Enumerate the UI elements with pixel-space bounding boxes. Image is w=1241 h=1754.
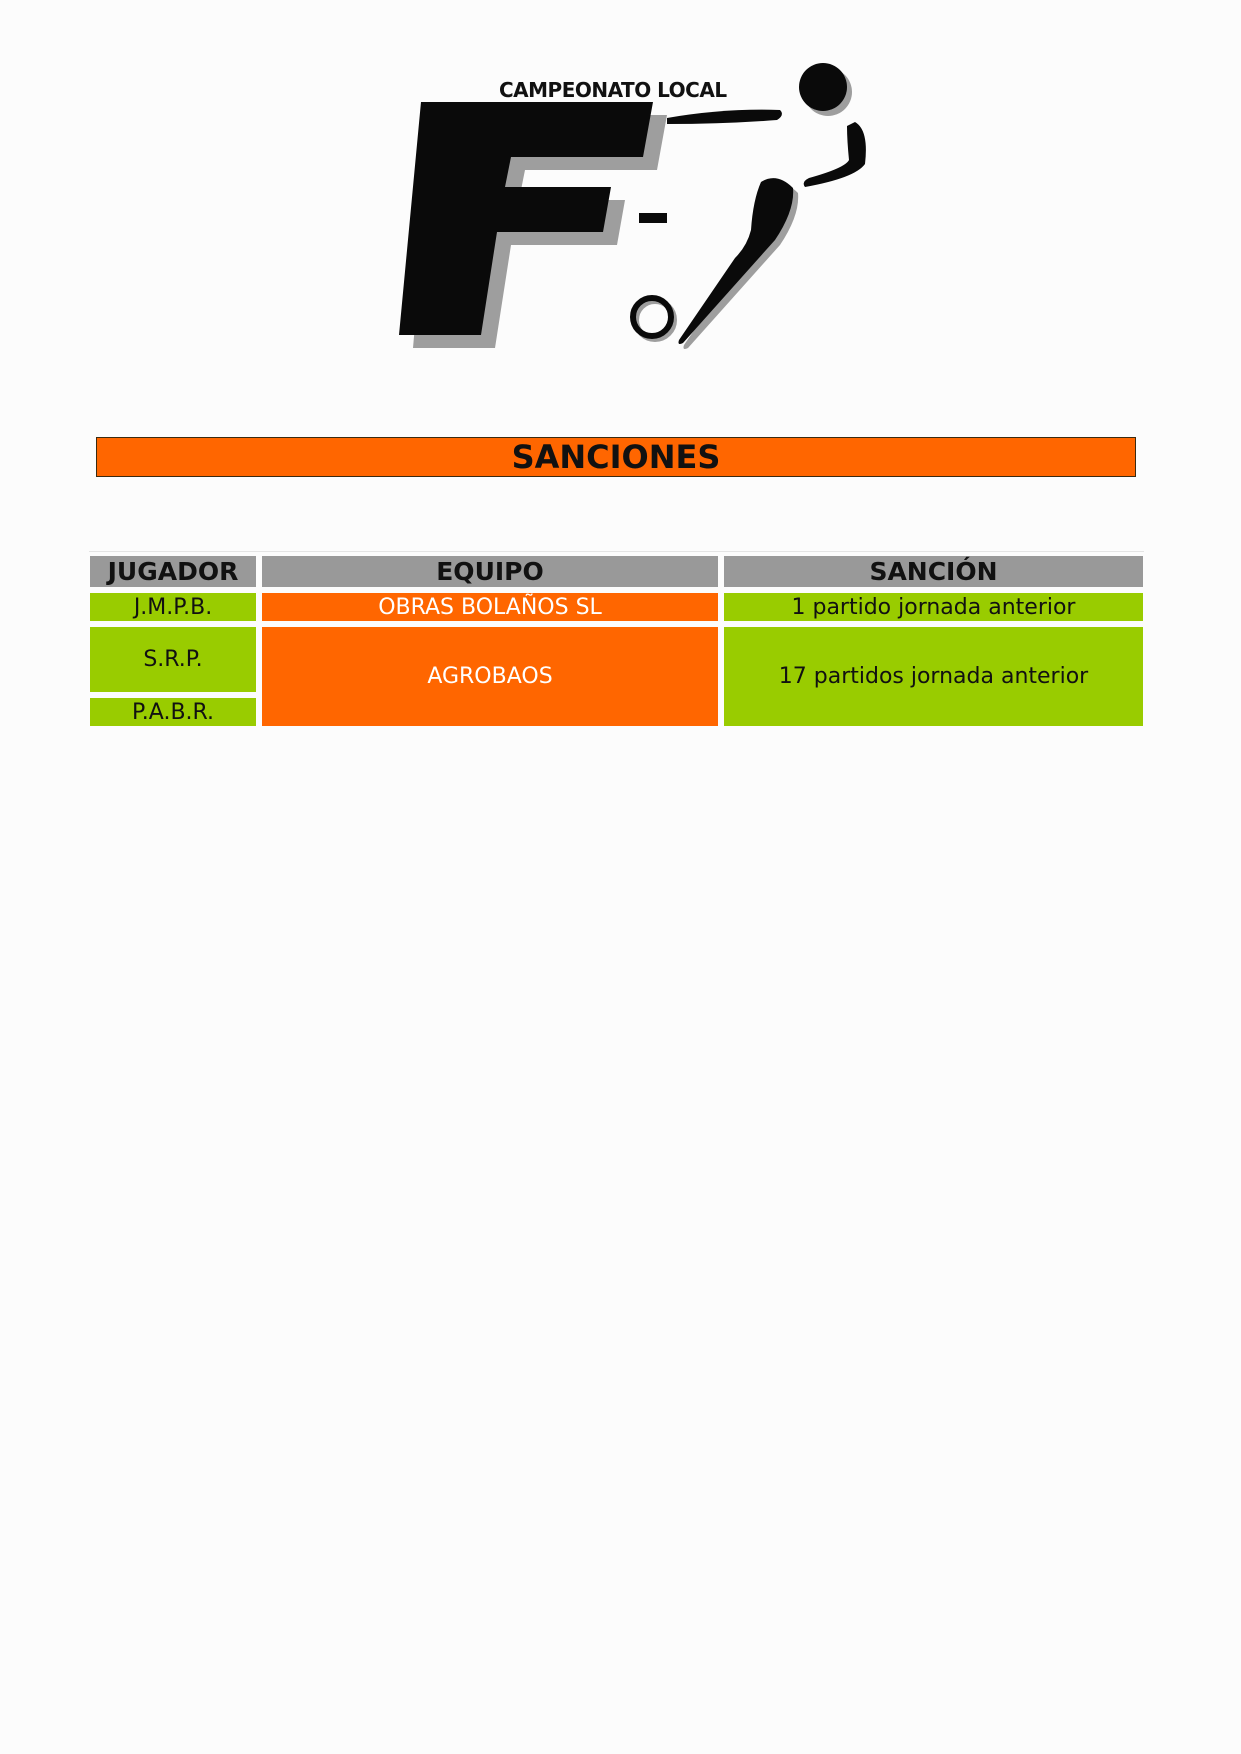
section-title: SANCIONES xyxy=(511,438,721,476)
table-cell-jugador: J.M.P.B. xyxy=(90,593,256,621)
table-cell-equipo: AGROBAOS xyxy=(262,627,718,726)
table-cell-sancion: 17 partidos jornada anterior xyxy=(724,627,1143,726)
championship-logo xyxy=(385,60,885,360)
section-title-band xyxy=(96,437,1136,477)
header-equipo: EQUIPO xyxy=(262,556,718,587)
header-sancion: SANCIÓN xyxy=(724,556,1143,587)
table-cell-jugador: S.R.P. xyxy=(90,627,256,692)
logo-wordmark: CAMPEONATO LOCAL xyxy=(499,78,727,102)
table-cell-sancion: 1 partido jornada anterior xyxy=(724,593,1143,621)
table-cell-equipo: OBRAS BOLAÑOS SL xyxy=(262,593,718,621)
table-top-rule xyxy=(89,551,1144,552)
football-player-logo-graphic xyxy=(385,60,885,360)
header-jugador: JUGADOR xyxy=(90,556,256,587)
table-cell-jugador: P.A.B.R. xyxy=(90,698,256,726)
